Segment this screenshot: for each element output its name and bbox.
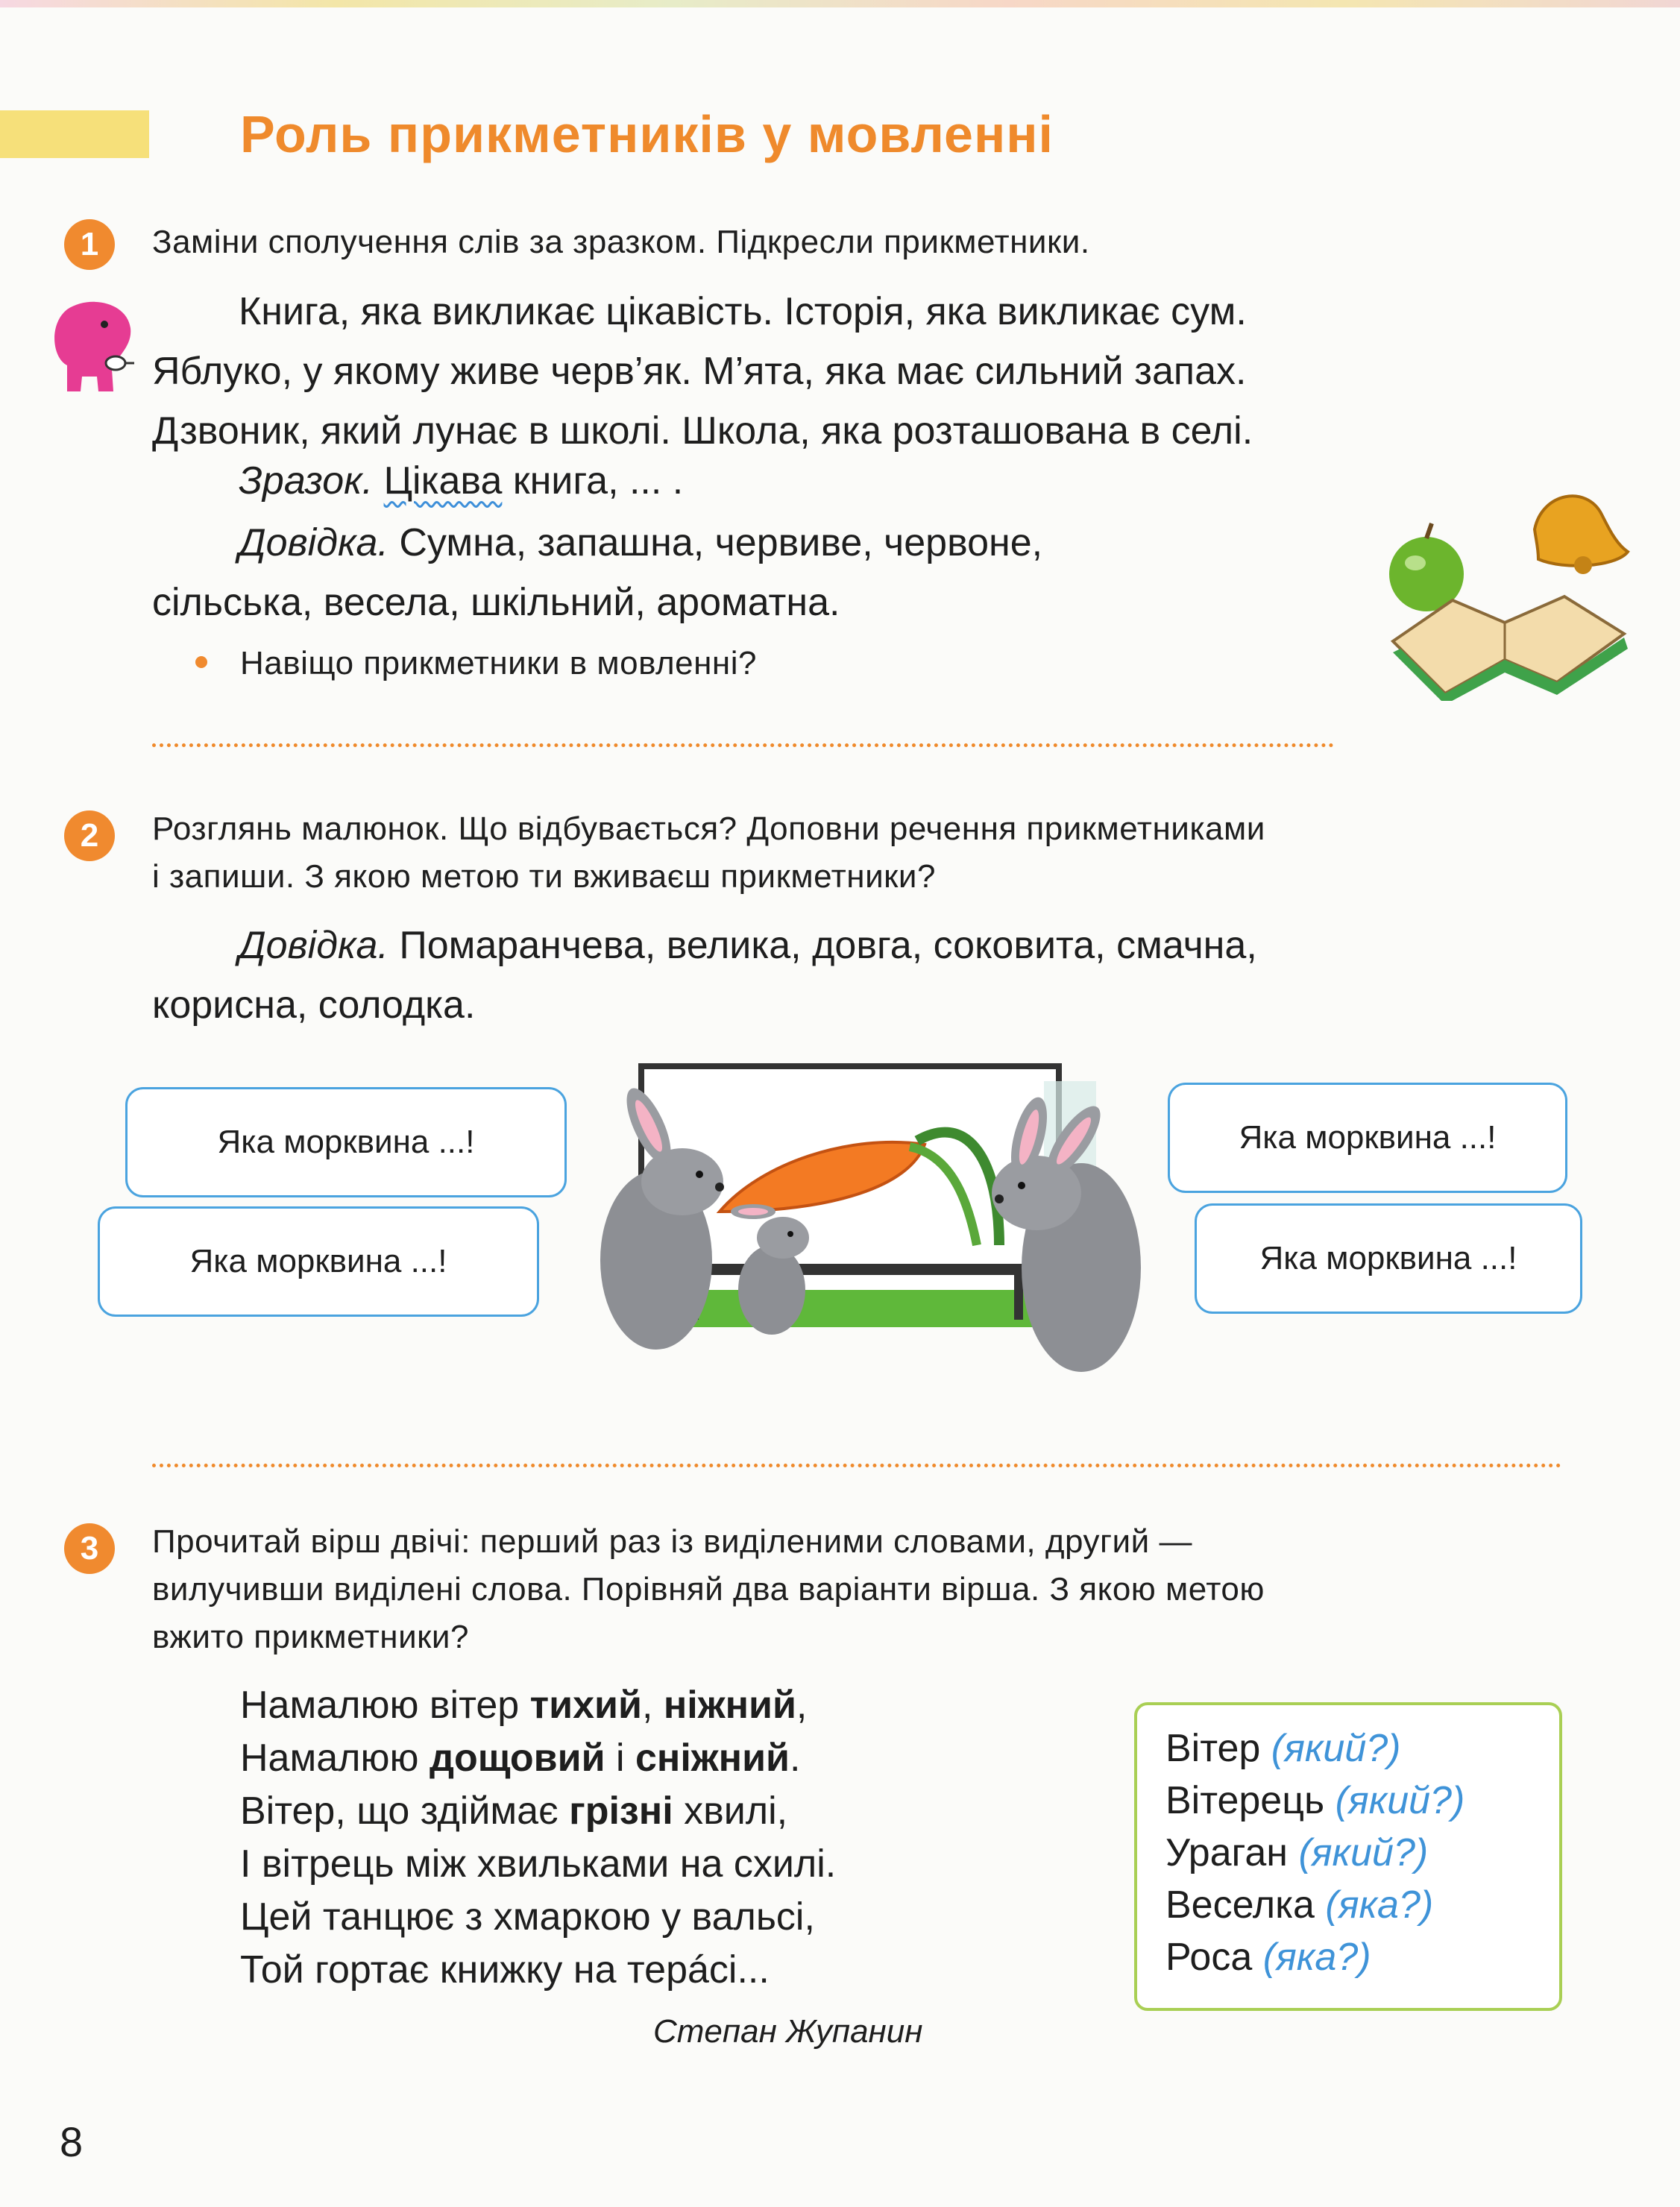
exercise-3-task: [152, 1518, 1265, 1661]
exercise-2-reference: [152, 916, 1561, 1035]
exercise-1-question: Навіщо прикметники в мовленні?: [240, 645, 757, 681]
phrase-line-1: Книга, яка викликає цікавість. Історія, яка викликає сум.: [239, 290, 1247, 333]
pink-elephant-icon: [45, 295, 142, 399]
exercise-1-sample: [152, 451, 1561, 511]
reference-label: Довідка.: [239, 521, 388, 564]
reference-line-2: корисна, солодка.: [152, 983, 476, 1027]
exercise-1-reference: [152, 513, 1561, 632]
reference-line-1: Сумна, запашна, червиве, червоне,: [399, 521, 1043, 564]
phrase-line-3: Дзвоник, який лунає в школі. Школа, яка розташована в селі.: [152, 409, 1253, 453]
speech-bubble-2: Яка морквина ...!: [98, 1206, 539, 1317]
page-title: Роль прикметників у мовленні: [240, 105, 1054, 163]
poem-line-4: І вітрець між хвильками на схилі.: [240, 1842, 837, 1886]
dotted-separator-2: [152, 1464, 1561, 1467]
speech-bubble-1: Яка морквина ...!: [125, 1087, 567, 1197]
poem-line-5: Цей танцює з хмаркою у вальсі,: [240, 1895, 815, 1939]
poem-line-1: Намалюю вітер тихий, ніжний,: [240, 1684, 808, 1727]
poem-line-6: Той гортає книжку на терáсі...: [240, 1948, 770, 1992]
exercise-2-number: 2: [64, 810, 115, 861]
exercise-3-number: 3: [64, 1523, 115, 1574]
poem-line-3: Вітер, що здіймає грізні хвилі,: [240, 1789, 788, 1833]
reference-label: Довідка.: [239, 924, 388, 967]
page-number: 8: [60, 2118, 84, 2165]
exercise-1-task: Заміни сполучення слів за зразком. Підкресли прикметники.: [152, 224, 1090, 260]
exercise-2-task-line-1: Розглянь малюнок. Що відбувається? Доповни речення прикметниками: [152, 810, 1265, 847]
speech-bubble-3: Яка морквина ...!: [1168, 1083, 1567, 1193]
exercise-3-task-line-1: Прочитай вірш двічі: перший раз із виділеними словами, другий —: [152, 1523, 1192, 1560]
exercise-3-task-line-3: вжито прикметники?: [152, 1619, 469, 1655]
question-line-2: Вітерець (який?): [1165, 1779, 1465, 1822]
poem-author: Степан Жупанин: [653, 2013, 923, 2050]
reference-line-2: сільська, весела, шкільний, ароматна.: [152, 581, 840, 624]
question-line-1: Вітер (який?): [1165, 1727, 1401, 1770]
exercise-2-task: [152, 805, 1265, 901]
poem: [240, 1679, 836, 1997]
exercise-3-task-line-2: вилучивши виділені слова. Порівняй два варіанти вірша. З якою метою: [152, 1571, 1265, 1608]
question-line-5: Роса (яка?): [1165, 1936, 1371, 1979]
exercise-2-task-line-2: і запиши. З якою метою ти вживаєш прикметники?: [152, 858, 936, 895]
question-line-3: Ураган (який?): [1165, 1831, 1429, 1874]
top-color-stripe: [0, 0, 1680, 7]
exercise-1-phrases: [152, 282, 1561, 461]
apple-book-bell-icon: [1371, 477, 1639, 701]
question-line-4: Веселка (яка?): [1165, 1883, 1434, 1927]
dotted-separator-1: [152, 743, 1334, 747]
bullet-dot: [195, 656, 207, 668]
speech-bubble-4: Яка морквина ...!: [1195, 1203, 1582, 1314]
exercise-1-number: 1: [64, 219, 115, 270]
sample-underlined-word: Цікава: [383, 459, 503, 503]
sample-rest: книга, ... .: [512, 459, 684, 503]
sample-label: Зразок.: [239, 459, 374, 503]
reference-line-1: Помаранчева, велика, довга, соковита, смачна,: [399, 924, 1257, 967]
title-accent-bar: [0, 110, 149, 158]
question-box: [1134, 1702, 1562, 2011]
rabbits-carrot-illustration: [552, 1051, 1148, 1409]
phrase-line-2: Яблуко, у якому живе черв’як. М’ята, яка має сильний запах.: [152, 350, 1247, 393]
poem-line-2: Намалюю дощовий і сніжний.: [240, 1737, 801, 1780]
